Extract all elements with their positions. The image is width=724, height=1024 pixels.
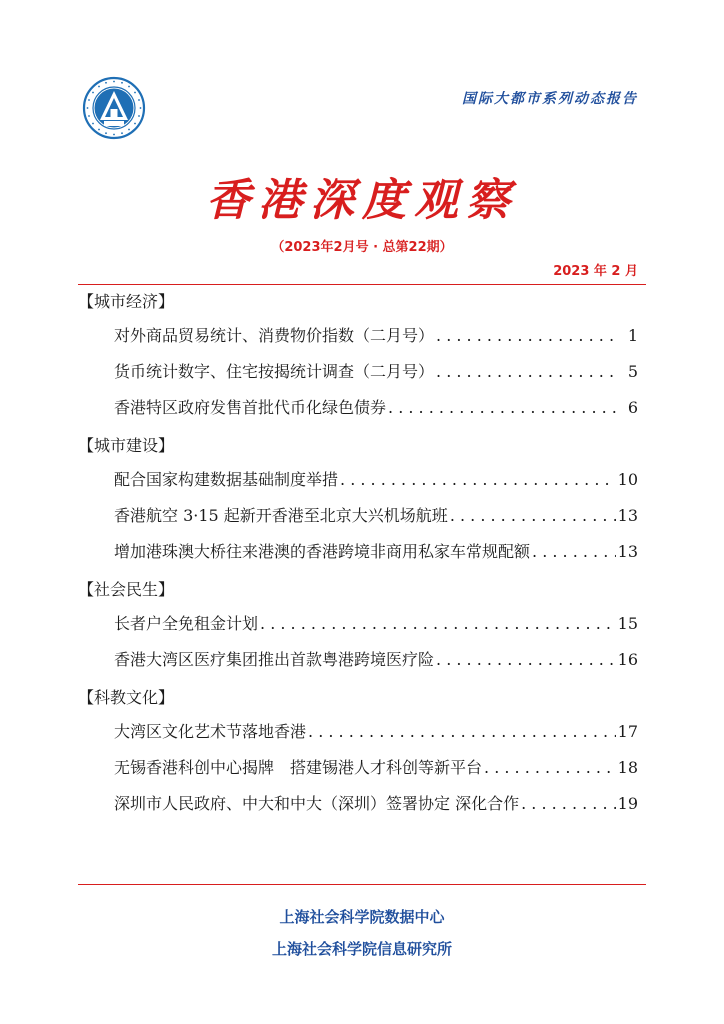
toc-entry[interactable] <box>78 326 638 362</box>
toc-entry-page: 1 <box>627 326 638 345</box>
toc-section-title: 【城市建设】 <box>78 436 175 455</box>
toc-entry-page: 13 <box>617 506 638 525</box>
toc-leader-dots <box>340 470 616 490</box>
toc-entry-title: 增加港珠澳大桥往来港澳的香港跨境非商用私家车常规配额 <box>114 542 531 561</box>
toc-entry-title: 长者户全免租金计划 <box>114 614 259 633</box>
toc-leader-dots <box>521 794 616 814</box>
toc-entry-title: 无锡香港科创中心揭牌 搭建锡港人才科创等新平台 <box>114 758 483 777</box>
bottom-divider <box>78 884 646 885</box>
publication-date: 2023 年 2 月 <box>553 264 638 279</box>
toc-entry[interactable] <box>78 794 638 830</box>
toc-entry[interactable] <box>78 470 638 506</box>
toc-entry-title: 大湾区文化艺术节落地香港 <box>114 722 307 741</box>
top-divider <box>78 284 646 285</box>
toc-entry-page: 16 <box>617 650 638 669</box>
publisher-data-center: 上海社会科学院数据中心 <box>279 908 445 926</box>
toc-entry-page: 6 <box>627 398 638 417</box>
toc-entry-title: 香港特区政府发售首批代币化绿色债券 <box>114 398 387 417</box>
toc-entry[interactable] <box>78 650 638 686</box>
toc-leader-dots <box>484 758 616 778</box>
toc-leader-dots <box>450 506 616 526</box>
institute-logo <box>82 76 146 140</box>
toc-entry[interactable] <box>78 398 638 434</box>
toc-entry-title: 货币统计数字、住宅按揭统计调查（二月号） <box>114 362 435 381</box>
toc-entry-title: 对外商品贸易统计、消费物价指数（二月号） <box>114 326 435 345</box>
toc-entry-page: 15 <box>617 614 638 633</box>
toc-entry[interactable] <box>78 722 638 758</box>
toc-entry-title: 配合国家构建数据基础制度举措 <box>114 470 339 489</box>
toc-entry-title: 香港大湾区医疗集团推出首款粤港跨境医疗险 <box>114 650 435 669</box>
toc-leader-dots <box>260 614 616 634</box>
toc-entry[interactable] <box>78 362 638 398</box>
toc-entry-page: 17 <box>617 722 638 741</box>
issue-number: （2023年2月号 · 总第22期） <box>271 240 453 255</box>
toc-entry[interactable] <box>78 758 638 794</box>
toc-entry-title: 深圳市人民政府、中大和中大（深圳）签署协定 深化合作 <box>114 794 520 813</box>
toc-leader-dots <box>388 398 618 418</box>
table-of-contents <box>78 290 638 830</box>
toc-leader-dots <box>308 722 616 742</box>
toc-entry-page: 18 <box>617 758 638 777</box>
toc-entry[interactable] <box>78 506 638 542</box>
toc-section-title: 【科教文化】 <box>78 688 175 707</box>
toc-entry-page: 13 <box>617 542 638 561</box>
toc-entry-title: 香港航空 3·15 起新开香港至北京大兴机场航班 <box>114 506 448 525</box>
toc-leader-dots <box>532 542 616 562</box>
toc-entry-page: 10 <box>617 470 638 489</box>
toc-entry[interactable] <box>78 542 638 578</box>
toc-entry-page: 19 <box>617 794 638 813</box>
toc-entry-page: 5 <box>627 362 638 381</box>
toc-leader-dots <box>436 326 618 346</box>
toc-section-title: 【社会民生】 <box>78 580 175 599</box>
toc-entry[interactable] <box>78 614 638 650</box>
toc-leader-dots <box>436 362 618 382</box>
page-title: 香港深度观察 <box>206 175 518 226</box>
toc-leader-dots <box>436 650 616 670</box>
report-series-label: 国际大都市系列动态报告 <box>462 91 638 107</box>
toc-section-title: 【城市经济】 <box>78 292 175 311</box>
publisher-institute: 上海社会科学院信息研究所 <box>271 940 452 958</box>
